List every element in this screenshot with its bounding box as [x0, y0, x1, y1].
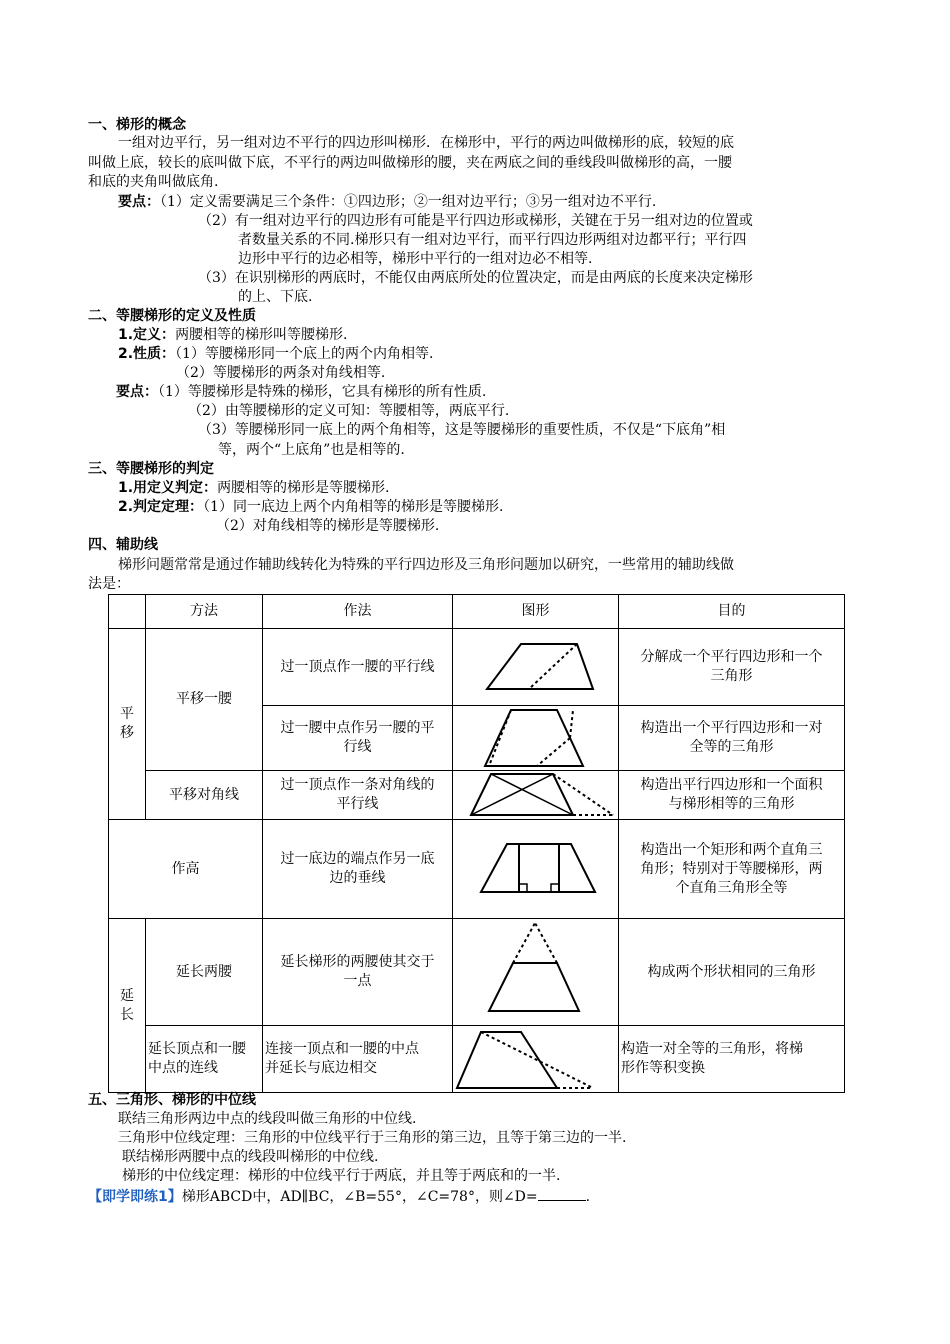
table-row — [109, 919, 845, 1026]
figure-cell — [453, 771, 619, 820]
criterion-text: （2）对角线相等的梯形是等腰梯形. — [216, 518, 440, 534]
key-point: 边形中平行的边必相等，梯形中平行的一组对边必不相等. — [238, 251, 593, 267]
key-point: 等，两个“上底角”也是相等的. — [218, 442, 405, 458]
goal-cell — [619, 771, 845, 820]
criterion-text: 两腰相等的梯形是等腰梯形. — [217, 480, 390, 496]
trapezoid-figure-3 — [453, 771, 618, 819]
s1-paragraph-line: 和底的夹角叫做底角. — [88, 174, 219, 190]
group-char: 长 — [120, 1006, 134, 1023]
key-point: 的上、下底. — [238, 289, 313, 305]
group-char: 移 — [120, 725, 134, 741]
goal-cell — [619, 820, 845, 919]
key-point: （2）有一组对边平行的四边形有可能是平行四边形或梯形，关键在于另一组对边的位置或 — [198, 213, 753, 229]
key-point: （2）由等腰梯形的定义可知：等腰相等，两底平行. — [188, 403, 510, 419]
s4-paragraph-line: 法是： — [88, 576, 130, 592]
key-point: （3）在识别梯形的两底时，不能仅由两底所处的位置决定，而是由两底的长度来决定梯形 — [198, 270, 753, 286]
goal-text: 全等的三角形 — [689, 739, 774, 755]
header-how: 作法 — [263, 595, 453, 629]
how-text: 一点 — [343, 973, 372, 989]
group-char: 平 — [120, 706, 134, 722]
how-text: 延长梯形的两腰使其交于 — [280, 954, 435, 970]
prop-text: （2）等腰梯形的两条对角线相等. — [176, 365, 386, 381]
trapezoid-figure-6 — [453, 1026, 618, 1092]
exercise-label: 【即学即练1】 — [88, 1189, 182, 1205]
method-text: 延长顶点和一腰 — [148, 1041, 246, 1057]
group-translate — [109, 629, 146, 820]
s1-paragraph-line: 叫做上底，较长的底叫做下底，不平行的两边叫做梯形的腰，夹在两底之间的垂线段叫做梯形的高，一腰 — [88, 155, 732, 171]
goal-text: 构造出一个平行四边形和一对 — [640, 720, 823, 736]
trapezoid-figure-2 — [453, 706, 618, 770]
header-figure: 图形 — [453, 595, 619, 629]
figure-cell — [453, 1026, 619, 1093]
method-cell: 平移一腰 — [146, 629, 263, 771]
s5-paragraph: 联结三角形两边中点的线段叫做三角形的中位线. — [118, 1111, 417, 1127]
s5-paragraph: 梯形的中位线定理：梯形的中位线平行于两底，并且等于两底和的一半. — [122, 1168, 561, 1184]
group-extend — [109, 919, 146, 1093]
how-text: 并延长与底边相交 — [265, 1060, 377, 1076]
goal-text: 三角形 — [710, 668, 753, 684]
goal-text: 个直角三角形全等 — [675, 879, 788, 896]
how-cell — [263, 706, 453, 771]
goal-text: 构造出平行四边形和一个面积 — [640, 777, 823, 793]
section-2-heading: 二、等腰梯形的定义及性质 — [88, 308, 256, 324]
header-blank — [109, 595, 146, 629]
how-text: 行线 — [343, 739, 372, 755]
criterion-text: （1）同一底边上两个内角相等的梯形是等腰梯形. — [203, 499, 504, 515]
answer-blank[interactable] — [538, 1186, 586, 1201]
key-point: （1）等腰梯形是特殊的梯形，它具有梯形的所有性质. — [158, 384, 487, 400]
table-header-row — [109, 595, 845, 629]
key-point: （3）等腰梯形同一底上的两个角相等，这是等腰梯形的重要性质，不仅是“下底角”相 — [198, 422, 726, 438]
s2-property — [118, 345, 433, 363]
section-5-heading: 五、三角形、梯形的中位线 — [88, 1092, 256, 1108]
how-text: 过一腰中点作另一腰的平 — [280, 720, 435, 736]
auxiliary-line-table — [108, 594, 845, 1093]
prop-text: （1）等腰梯形同一个底上的两个内角相等. — [175, 346, 434, 362]
figure-cell — [453, 629, 619, 706]
how-cell — [263, 820, 453, 919]
how-cell — [263, 1026, 453, 1093]
goal-cell: 构成两个形状相同的三角形 — [619, 919, 845, 1026]
s2-key-points — [116, 383, 486, 401]
prop-label: 2.性质： — [118, 346, 176, 362]
key-label: 要点： — [116, 384, 158, 400]
how-text: 边的垂线 — [329, 870, 386, 886]
s2-definition — [118, 326, 348, 344]
key-label: 要点： — [118, 194, 160, 210]
figure-cell — [453, 919, 619, 1026]
how-text: 过一顶点作一条对角线的 — [280, 777, 435, 793]
section-1-heading: 一、梯形的概念 — [88, 117, 186, 133]
goal-text: 构造一对全等的三角形，将梯 — [621, 1041, 803, 1057]
criterion-label: 2.判定定理： — [118, 499, 204, 515]
section-4-heading: 四、辅助线 — [88, 537, 158, 553]
figure-cell — [453, 706, 619, 771]
key-point: （1）定义需要满足三个条件：①四边形；②一组对边平行；③另一组对边不平行. — [160, 194, 657, 210]
s4-paragraph-line: 梯形问题常常是通过作辅助线转化为特殊的平行四边形及三角形问题加以研究，一些常用的辅助线做 — [118, 557, 734, 573]
exercise-line — [88, 1186, 590, 1206]
how-text: 连接一顶点和一腰的中点 — [265, 1041, 419, 1057]
header-method: 方法 — [146, 595, 263, 629]
def-label: 1.定义： — [118, 327, 176, 343]
s5-paragraph: 联结梯形两腰中点的线段叫梯形的中位线. — [122, 1149, 379, 1165]
method-cell — [146, 1026, 263, 1093]
how-cell — [263, 919, 453, 1026]
method-text: 中点的连线 — [148, 1060, 218, 1076]
s1-key-points — [118, 193, 656, 211]
method-cell: 作高 — [109, 820, 263, 919]
table-row — [109, 820, 845, 919]
trapezoid-figure-4 — [453, 820, 618, 918]
goal-text: 构造出一个矩形和两个直角三 — [640, 841, 823, 858]
method-cell: 延长两腰 — [146, 919, 263, 1026]
method-cell: 平移对角线 — [146, 771, 263, 820]
goal-text: 形作等积变换 — [621, 1060, 705, 1076]
goal-cell — [619, 1026, 845, 1093]
group-char: 延 — [120, 987, 134, 1004]
table-row — [109, 629, 845, 706]
goal-cell — [619, 706, 845, 771]
goal-text: 与梯形相等的三角形 — [668, 796, 795, 812]
s3-criterion — [118, 479, 390, 497]
s3-criterion — [118, 498, 503, 516]
key-point: 者数量关系的不同.梯形只有一组对边平行，而平行四边形两组对边都平行；平行四 — [238, 232, 747, 248]
table-row — [109, 1026, 845, 1093]
goal-cell — [619, 629, 845, 706]
how-cell — [263, 771, 453, 820]
exercise-text: 梯形ABCD中，AD∥BC，∠B=55°，∠C=78°，则∠D= — [181, 1189, 538, 1205]
exercise-end: . — [585, 1189, 591, 1205]
how-text: 平行线 — [336, 796, 379, 812]
goal-text: 分解成一个平行四边形和一个 — [640, 649, 823, 665]
header-goal: 目的 — [619, 595, 845, 629]
figure-cell — [453, 820, 619, 919]
table-row — [109, 771, 845, 820]
trapezoid-figure-5 — [453, 919, 618, 1025]
s5-paragraph: 三角形中位线定理：三角形的中位线平行于三角形的第三边，且等于第三边的一半. — [118, 1130, 627, 1146]
how-cell: 过一顶点作一腰的平行线 — [263, 629, 453, 706]
goal-text: 角形；特别对于等腰梯形，两 — [640, 860, 823, 877]
trapezoid-figure-1 — [453, 629, 618, 705]
section-3-heading: 三、等腰梯形的判定 — [88, 461, 214, 477]
s1-paragraph-line: 一组对边平行，另一组对边不平行的四边形叫梯形．在梯形中，平行的两边叫做梯形的底，较短的底 — [118, 135, 734, 151]
def-text: 两腰相等的梯形叫等腰梯形. — [175, 327, 348, 343]
criterion-label: 1.用定义判定： — [118, 480, 218, 496]
how-text: 过一底边的端点作另一底 — [280, 851, 435, 867]
